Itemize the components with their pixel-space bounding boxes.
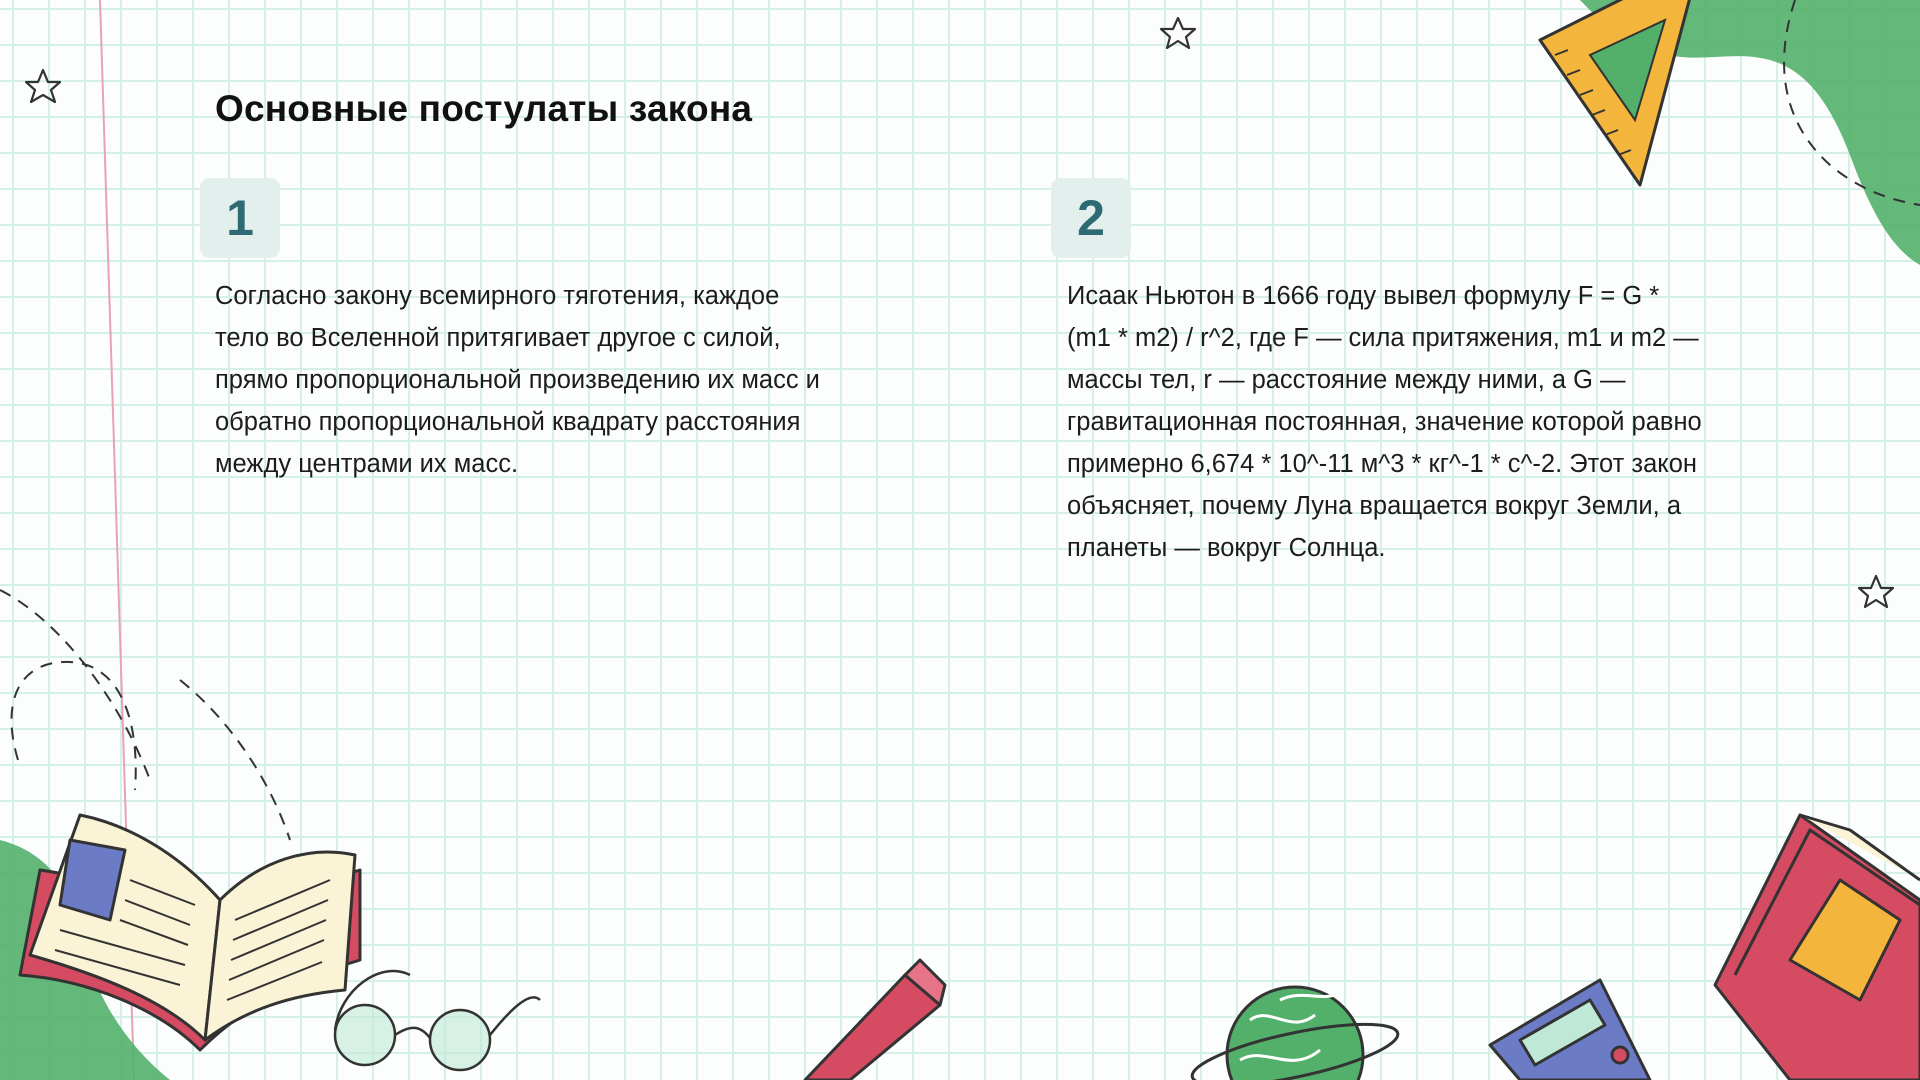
point-number-badge: 2 bbox=[1051, 178, 1131, 258]
calculator-icon bbox=[1490, 980, 1650, 1080]
point-text: Согласно закону всемирного тяготения, каждое тело во Вселенной притягивает другое с силой, прямо пропорциональной произведению их масс и обратно пропорциональной квадрату расстояния между центрами их масс. bbox=[215, 282, 820, 478]
star-icon bbox=[1161, 18, 1195, 48]
point-number-badge: 1 bbox=[200, 178, 280, 258]
star-icon bbox=[1859, 576, 1893, 607]
glasses-icon bbox=[335, 971, 540, 1070]
slide-title: Основные постулаты закона bbox=[215, 88, 753, 129]
pencil-icon bbox=[805, 960, 945, 1080]
point-text: Исаак Ньютон в 1666 году вывел формулу F = G * (m1 * m2) / r^2, где F — сила притяжения, m1 и m2 — массы тел, r — расстояние между ними, а G — гравитационная постоянная, значение которой равно примерно 6,674 * 10^-11 м^3 * кг^-1 * с^-2. Этот закон объясняет, почему Луна вращается вокруг Земли, а планеты — вокруг Солнца. bbox=[1067, 282, 1702, 562]
ruler-triangle-icon bbox=[1540, 0, 1700, 185]
stacked-books-icon bbox=[1715, 815, 1920, 1080]
star-icon bbox=[26, 70, 60, 102]
globe-icon bbox=[1188, 987, 1403, 1080]
